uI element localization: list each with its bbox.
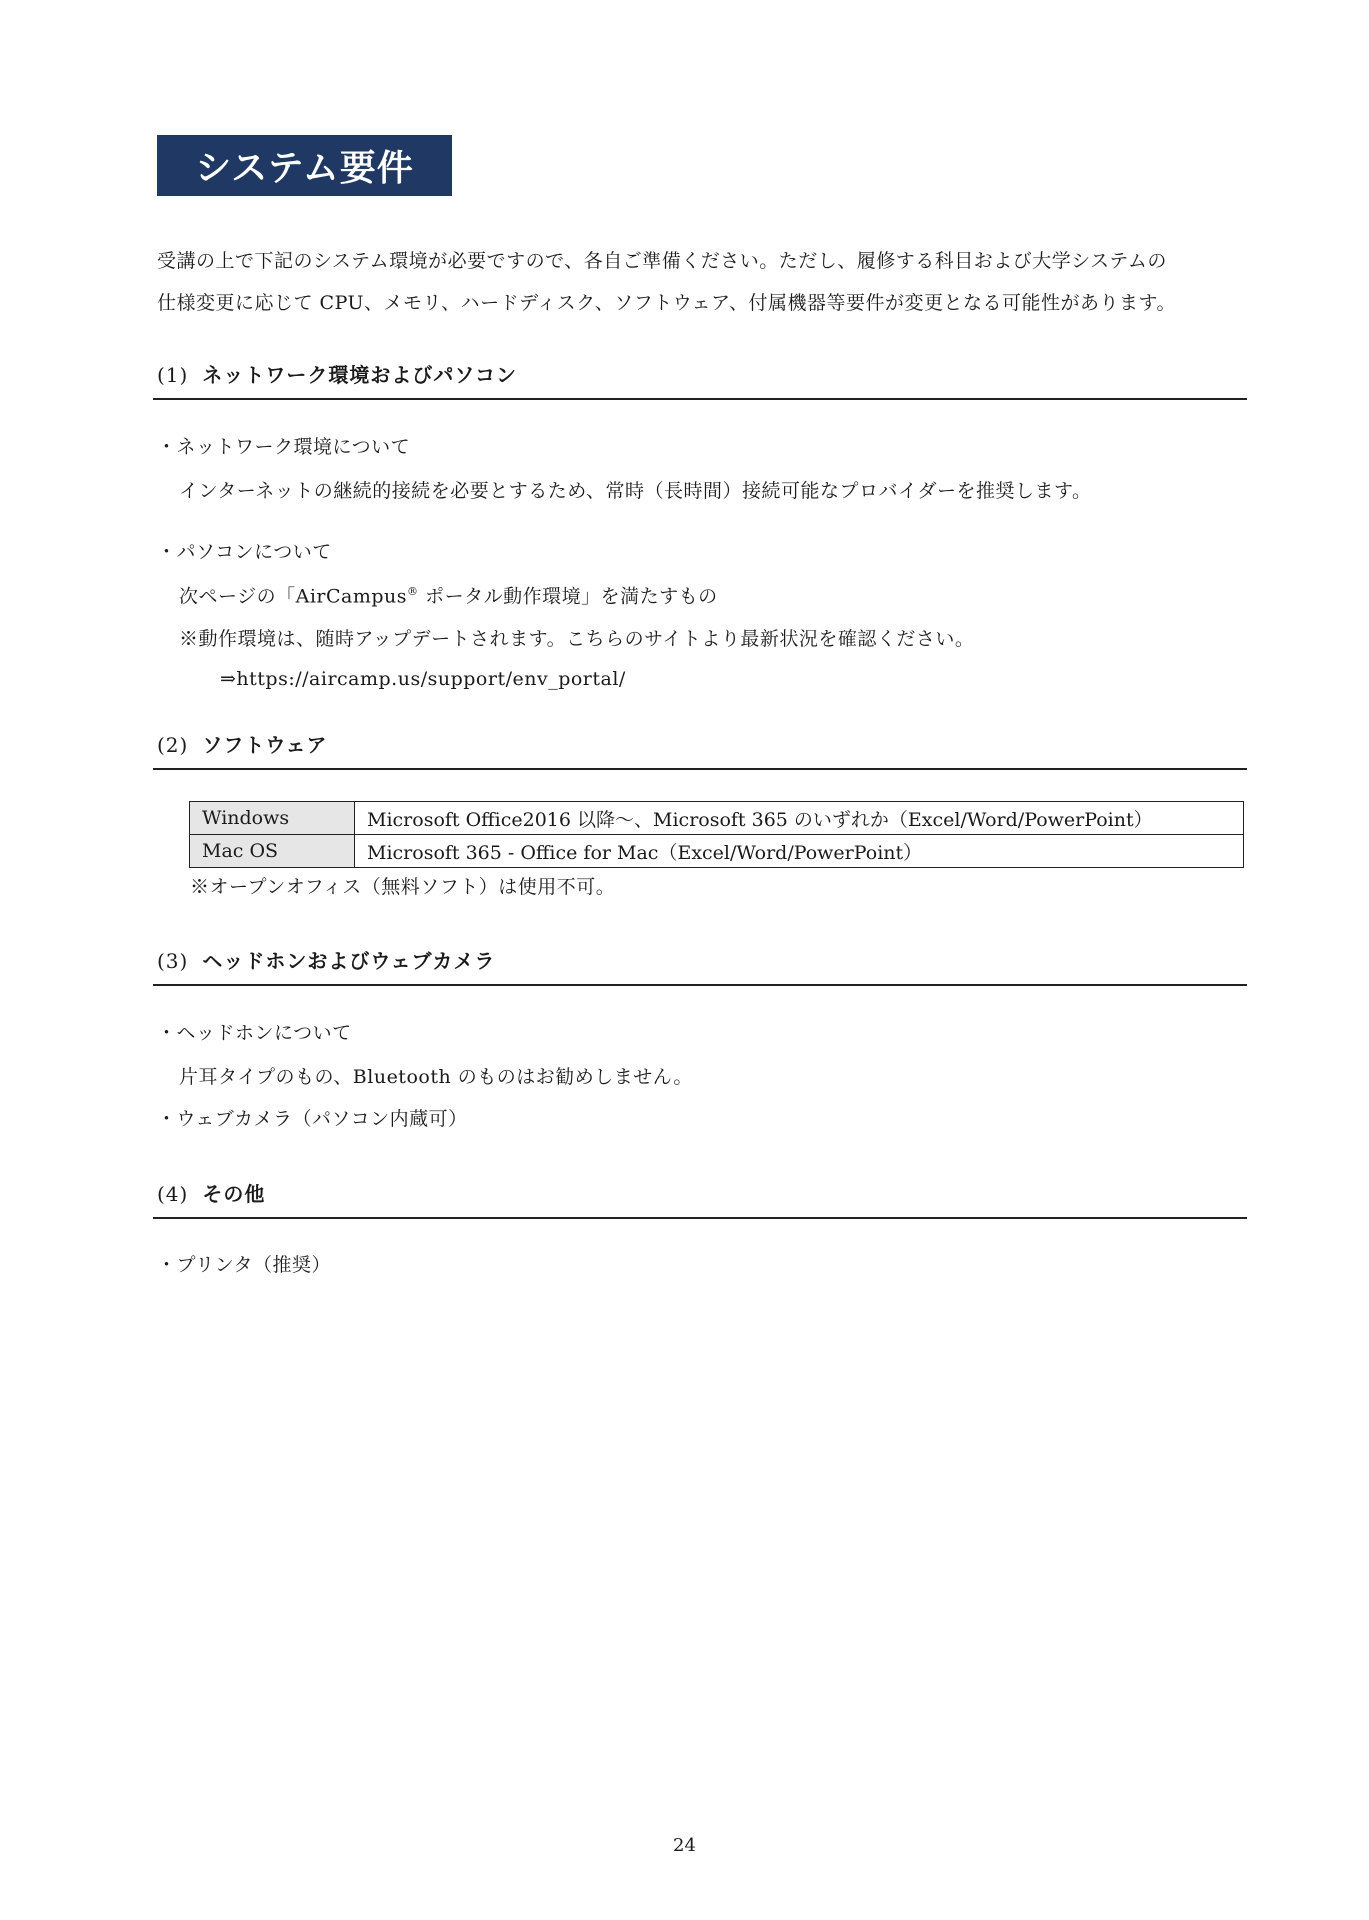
section-4-title: その他: [202, 1182, 266, 1206]
table-row: [190, 835, 1244, 868]
pc-text-pre: 次ページの「AirCampus: [179, 585, 408, 608]
software-table: [189, 801, 1244, 868]
section-2-title: ソフトウェア: [202, 733, 328, 757]
headphone-bullet: ・ヘッドホンについて: [157, 1022, 352, 1044]
section-3-title: ヘッドホンおよびウェブカメラ: [202, 949, 496, 973]
section-4-heading: [157, 1178, 265, 1207]
pc-text-post: ポータル動作環境」を満たすもの: [418, 585, 718, 608]
software-cell: Microsoft Office2016 以降～、Microsoft 365 のいずれか（Excel/Word/PowerPoint）: [355, 802, 1244, 835]
network-bullet: ・ネットワーク環境について: [157, 436, 411, 458]
os-cell: Windows: [190, 802, 355, 835]
pc-text: [179, 586, 718, 606]
section-1-heading: [157, 359, 517, 388]
pc-note: ※動作環境は、随時アップデートされます。こちらのサイトより最新状況を確認ください。: [179, 628, 975, 650]
section-1-rule: [153, 398, 1247, 400]
table-row: [190, 802, 1244, 835]
section-2-rule: [153, 768, 1247, 770]
section-3-number: (3): [157, 949, 189, 973]
page-title: システム要件: [157, 135, 452, 196]
section-3-rule: [153, 984, 1247, 986]
registered-mark: ®: [407, 585, 419, 598]
section-1-number: (1): [157, 363, 189, 387]
pc-link[interactable]: ⇒https://aircamp.us/support/env_portal/: [220, 668, 626, 690]
os-cell: Mac OS: [190, 835, 355, 868]
pc-bullet: ・パソコンについて: [157, 541, 332, 563]
section-1-title: ネットワーク環境およびパソコン: [202, 363, 517, 387]
section-4-rule: [153, 1217, 1247, 1219]
software-cell: Microsoft 365 - Office for Mac（Excel/Word/PowerPoint）: [355, 835, 1244, 868]
section-2-number: (2): [157, 733, 189, 757]
network-text: インターネットの継続的接続を必要とするため、常時（長時間）接続可能なプロバイダーを推奨します。: [179, 480, 1092, 502]
webcam-bullet: ・ウェブカメラ（パソコン内蔵可）: [157, 1108, 468, 1130]
section-3-heading: [157, 945, 495, 974]
section-2-heading: [157, 729, 328, 758]
intro-line-1: 受講の上で下記のシステム環境が必要ですので、各自ご準備ください。ただし、履修する科目および大学システムの: [157, 250, 1167, 272]
page-number: 24: [673, 1835, 696, 1856]
software-note: ※オープンオフィス（無料ソフト）は使用不可。: [190, 876, 616, 898]
headphone-text: 片耳タイプのもの、Bluetooth のものはお勧めしません。: [179, 1066, 693, 1088]
section-4-number: (4): [157, 1182, 189, 1206]
printer-bullet: ・プリンタ（推奨）: [157, 1254, 331, 1276]
intro-line-2: 仕様変更に応じて CPU、メモリ、ハードディスク、ソフトウェア、付属機器等要件が変更となる可能性があります。: [157, 292, 1177, 314]
